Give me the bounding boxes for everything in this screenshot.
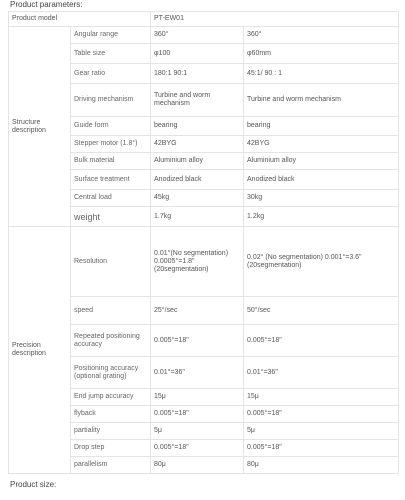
value-model-1: 5μ — [151, 423, 244, 440]
value-model-2: 42BYG — [244, 136, 399, 153]
value-model-1: Turbine and worm mechanism — [151, 84, 244, 117]
value-model-2: 5μ — [244, 423, 399, 440]
value-model-2: 50°/sec — [244, 297, 399, 325]
value-model-2: 30kg — [244, 190, 399, 207]
value-model-1: 80μ — [151, 457, 244, 474]
row-label: flyback — [71, 406, 151, 423]
product-parameters-heading: Product parameters: — [10, 0, 83, 9]
value-model-2: 0.02° (No segmentation) 0.001°=3.6" (20segmentation) — [244, 227, 399, 297]
value-model-1: 0.01°=36" — [151, 357, 244, 389]
value-model-1: Anodized black — [151, 170, 244, 190]
table-row — [9, 227, 399, 297]
table-row — [9, 12, 399, 27]
row-label: Bulk material — [71, 153, 151, 170]
row-label: Drop step — [71, 440, 151, 457]
row-label: Gear ratio — [71, 64, 151, 84]
value-model-1: 25°/sec — [151, 297, 244, 325]
product-size-heading: Product size: — [10, 480, 57, 489]
value-model-2: 15μ — [244, 389, 399, 406]
product-model-label: Product model — [9, 12, 151, 27]
value-model-1: 0.005°=18" — [151, 406, 244, 423]
row-label: Stepper motor (1.8°) — [71, 136, 151, 153]
value-model-1: 0.005°=18" — [151, 440, 244, 457]
value-model-2: 80μ — [244, 457, 399, 474]
value-model-1: 0.005°=18" — [151, 325, 244, 357]
value-model-2: 0.01°=36" — [244, 357, 399, 389]
value-model-2: 0.005°=18" — [244, 325, 399, 357]
value-model-2: 45:1/ 90 : 1 — [244, 64, 399, 84]
row-label: partiality — [71, 423, 151, 440]
value-model-2: 0.005°=18" — [244, 406, 399, 423]
row-label: Table size — [71, 44, 151, 64]
value-model-2: Anodized black — [244, 170, 399, 190]
value-model-1: φ100 — [151, 44, 244, 64]
structure-description-label: Structure description — [9, 27, 71, 227]
row-label: Guide form — [71, 117, 151, 136]
value-model-2: 1.2kg — [244, 207, 399, 227]
row-label: Driving mechanism — [71, 84, 151, 117]
value-model-2: Aluminium alloy — [244, 153, 399, 170]
row-label: Surface treatment — [71, 170, 151, 190]
table-row — [9, 27, 399, 44]
value-model-1: Aluminium alloy — [151, 153, 244, 170]
value-model-2: Turbine and worm mechanism — [244, 84, 399, 117]
value-model-2: 0.005°=18" — [244, 440, 399, 457]
value-model-1: 15μ — [151, 389, 244, 406]
product-model-value: PT-EW01 — [151, 12, 399, 27]
value-model-2: φ60mm — [244, 44, 399, 64]
value-model-2: 360° — [244, 27, 399, 44]
row-label: Angular range — [71, 27, 151, 44]
row-label: Repeated positioning accuracy — [71, 325, 151, 357]
precision-description-label: Precision description — [9, 227, 71, 474]
row-label: Resolution — [71, 227, 151, 297]
row-label: Central load — [71, 190, 151, 207]
value-model-1: bearing — [151, 117, 244, 136]
value-model-1: 1.7kg — [151, 207, 244, 227]
row-label: speed — [71, 297, 151, 325]
parameters-table — [8, 11, 399, 474]
row-label: Positioning accuracy (optional grating) — [71, 357, 151, 389]
value-model-1: 360° — [151, 27, 244, 44]
row-label: parallelism — [71, 457, 151, 474]
value-model-1: 0.01°(No segmentation) 0.0005°=1.8" (20segmentation) — [151, 227, 244, 297]
value-model-1: 42BYG — [151, 136, 244, 153]
row-label: weight — [71, 207, 151, 227]
value-model-2: bearing — [244, 117, 399, 136]
row-label: End jump accuracy — [71, 389, 151, 406]
value-model-1: 180:1 90:1 — [151, 64, 244, 84]
value-model-1: 45kg — [151, 190, 244, 207]
